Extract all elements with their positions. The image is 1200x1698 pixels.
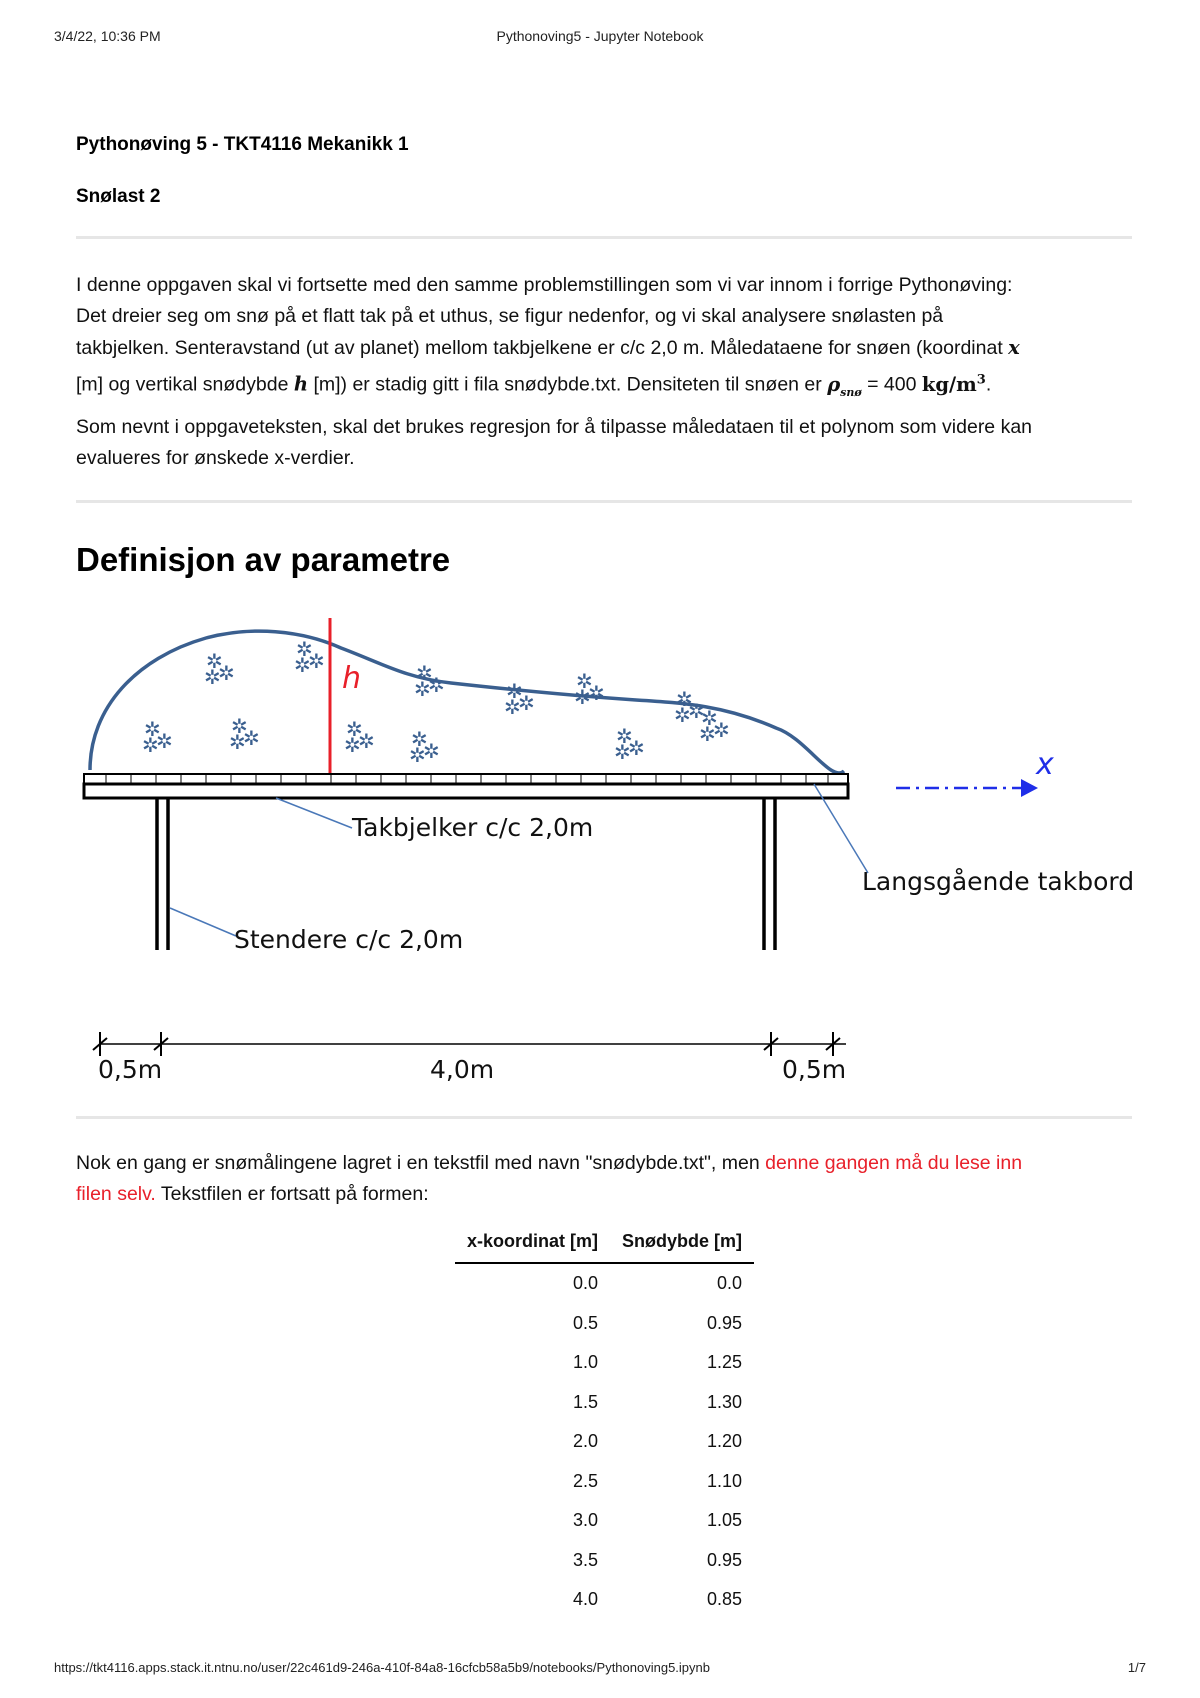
table-row bbox=[455, 1343, 754, 1383]
table-cell: 1.25 bbox=[706, 1352, 743, 1373]
print-footer bbox=[54, 1660, 1146, 1680]
divider bbox=[76, 236, 1132, 239]
snowflake-icon: ✲ bbox=[142, 733, 159, 757]
table-cell: 1.10 bbox=[706, 1470, 743, 1491]
table-row bbox=[455, 1580, 754, 1620]
intro-line: [m]) er stadig gitt i fila snødybde.txt. Densiteten til snøen er bbox=[313, 373, 822, 396]
snowflake-icon: ✲ bbox=[411, 727, 428, 751]
table-cell: 3.5 bbox=[572, 1549, 599, 1570]
snowflake-icon: ✲ bbox=[218, 661, 235, 685]
snowflake-icon: ✲ bbox=[346, 717, 363, 741]
roof-beam bbox=[84, 784, 848, 798]
dimension-right-label: 0,5m bbox=[782, 1055, 847, 1084]
highlight-text: filen selv. bbox=[76, 1183, 156, 1205]
table-cell: 0.95 bbox=[706, 1549, 743, 1570]
snowflake-icon: ✲ bbox=[414, 677, 431, 701]
table-cell: 0.95 bbox=[706, 1312, 743, 1333]
x-axis-label: x bbox=[1036, 747, 1054, 782]
table-cell: 0.0 bbox=[716, 1273, 743, 1294]
snowflake-icon: ✲ bbox=[504, 695, 521, 719]
table-cell: 3.0 bbox=[572, 1510, 599, 1531]
page-number: 1/7 bbox=[1127, 1660, 1146, 1675]
height-label: h bbox=[342, 661, 362, 696]
intro-paragraph: I denne oppgaven skal vi fortsette med den samme problemstillingen som vi var innom i forrige Pythonøving: Det dreier seg om snø på et flatt tak på et uthus, se figur nedenfor, og vi skal analysere snølasten på takbjelken. Senteravstand (ut av planet) mellom takbjelkene er c/c 2,0 m. Måledataene for snøen (koordinat x [m] og vertikal snødybde h [m]) er stadig gitt i fila snødybde.txt. Densiteten til snøen er $\rho_{snø} = 400$ $kg/m^3$. bbox=[76, 274, 1020, 399]
table-row bbox=[455, 1541, 754, 1581]
regression-paragraph bbox=[76, 412, 1136, 474]
snowflake-icon: ✲ bbox=[409, 743, 426, 767]
density-value: = 400 bbox=[867, 373, 917, 396]
print-header bbox=[54, 28, 1146, 48]
snowflake-icon: ✲ bbox=[676, 687, 693, 711]
table-row bbox=[455, 1462, 754, 1502]
table-cell: 1.0 bbox=[572, 1352, 599, 1373]
snowflake-icon: ✲ bbox=[344, 733, 361, 757]
notebook-subtitle: Snølast 2 bbox=[76, 186, 161, 207]
print-page-title: Pythonoving5 - Jupyter Notebook bbox=[496, 28, 704, 44]
takbord-label: Langsgående takbord bbox=[862, 867, 1135, 896]
snowflake-icon: ✲ bbox=[713, 718, 730, 742]
stendere-leader bbox=[170, 908, 236, 936]
snowflake-icon: ✲ bbox=[588, 681, 605, 705]
table-cell: 0.85 bbox=[706, 1589, 743, 1610]
snowflake-icon: ✲ bbox=[518, 691, 535, 715]
column-header: x-koordinat [m] bbox=[455, 1225, 610, 1263]
table-header-row bbox=[455, 1225, 754, 1263]
table-cell: 1.20 bbox=[706, 1431, 743, 1452]
snowflake-icon: ✲ bbox=[204, 665, 221, 689]
snowflake-icon: ✲ bbox=[614, 740, 631, 764]
table-cell: 1.05 bbox=[706, 1510, 743, 1531]
snowflake-icon: ✲ bbox=[308, 649, 325, 673]
snowflake-icon: ✲ bbox=[628, 736, 645, 760]
file-paragraph: Nok en gang er snømålingene lagret i en tekstfil med navn "snødybde.txt", men denne gangen må du lese inn filen selv. Tekstfilen er fortsatt på formen: bbox=[76, 1152, 1023, 1205]
table-cell: 0.5 bbox=[572, 1312, 599, 1333]
symbol-h: h bbox=[293, 372, 309, 396]
page-url: https://tkt4116.apps.stack.it.ntnu.no/user/22c461d9-246a-410f-84a8-16cfcb58a5b9/notebooks/Pythonoving5.ipynb bbox=[54, 1660, 710, 1675]
intro-line: I denne oppgaven skal vi fortsette med den samme problemstillingen som vi var innom i forrige Pythonøving: bbox=[76, 274, 1013, 296]
takbjelker-label: Takbjelker c/c 2,0m bbox=[352, 813, 594, 842]
table-cell: 0.0 bbox=[572, 1273, 599, 1294]
snowflake-icon: ✲ bbox=[144, 717, 161, 741]
snowflake-icon: ✲ bbox=[206, 649, 223, 673]
snowflake-icon: ✲ bbox=[576, 669, 593, 693]
snowflake-icon: ✲ bbox=[506, 679, 523, 703]
snowflake-icon: ✲ bbox=[674, 703, 691, 727]
snowflake-icon: ✲ bbox=[423, 739, 440, 763]
table-cell: 1.5 bbox=[572, 1391, 599, 1412]
snow-roof-figure bbox=[76, 588, 1156, 1088]
snowflake-icon: ✲ bbox=[616, 724, 633, 748]
intro-line: Det dreier seg om snø på et flatt tak på et uthus, se figur nedenfor, og vi skal analysere snølasten på bbox=[76, 305, 944, 327]
stendere-label: Stendere c/c 2,0m bbox=[234, 925, 464, 954]
snow-profile bbox=[90, 631, 844, 773]
snowflake-icon: ✲ bbox=[294, 653, 311, 677]
dimension-left-label: 0,5m bbox=[98, 1055, 163, 1084]
intro-line: takbjelken. Senteravstand (ut av planet) mellom takbjelkene er c/c 2,0 m. Måledataene for snøen (koordinat bbox=[76, 337, 1003, 359]
roof-diagram bbox=[76, 588, 1156, 1088]
table-cell: 2.5 bbox=[572, 1470, 599, 1491]
print-datetime: 3/4/22, 10:36 PM bbox=[54, 28, 161, 44]
intro-line: evalueres for ønskede x-verdier. bbox=[76, 447, 355, 469]
snowflake-icon: ✲ bbox=[229, 730, 246, 754]
table-row bbox=[455, 1304, 754, 1344]
table-row bbox=[455, 1422, 754, 1462]
table-cell: 2.0 bbox=[572, 1431, 599, 1452]
takbjelker-leader bbox=[276, 798, 352, 828]
snowflake-icon: ✲ bbox=[296, 637, 313, 661]
snowflake-icon: ✲ bbox=[688, 699, 705, 723]
intro-line: [m] og vertikal snødybde bbox=[76, 373, 289, 396]
highlight-text: denne gangen må du lese inn bbox=[765, 1152, 1023, 1174]
divider bbox=[76, 1116, 1132, 1119]
section-heading: Definisjon av parametre bbox=[76, 541, 451, 578]
snowflake-icon: ✲ bbox=[231, 714, 248, 738]
symbol-rho: $\rho_{snø}$ bbox=[827, 372, 862, 399]
table-row bbox=[455, 1383, 754, 1423]
intro-line: Som nevnt i oppgaveteksten, skal det brukes regresjon for å tilpasse måledataen til et polynom som videre kan bbox=[76, 416, 1033, 438]
table-row bbox=[455, 1263, 754, 1304]
divider bbox=[76, 500, 1132, 503]
snowflake-icon: ✲ bbox=[701, 706, 718, 730]
snowflake-icon: ✲ bbox=[156, 729, 173, 753]
snowflake-icon: ✲ bbox=[416, 661, 433, 685]
snowflake-icon: ✲ bbox=[428, 673, 445, 697]
column-header: Snødybde [m] bbox=[610, 1225, 754, 1263]
snow-depth-table bbox=[455, 1225, 754, 1620]
notebook-title: Pythonøving 5 - TKT4116 Mekanikk 1 bbox=[76, 134, 409, 155]
snowflake-icon: ✲ bbox=[243, 726, 260, 750]
snowflake-icon: ✲ bbox=[699, 722, 716, 746]
snowflake-icon: ✲ bbox=[358, 729, 375, 753]
table-cell: 4.0 bbox=[572, 1589, 599, 1610]
table-cell: 1.30 bbox=[706, 1391, 743, 1412]
table-row bbox=[455, 1501, 754, 1541]
symbol-x: x bbox=[1008, 336, 1020, 359]
snowflake-icon: ✲ bbox=[574, 685, 591, 709]
density-unit: $kg/m^3$ bbox=[921, 372, 986, 396]
dimension-middle-label: 4,0m bbox=[430, 1055, 495, 1084]
